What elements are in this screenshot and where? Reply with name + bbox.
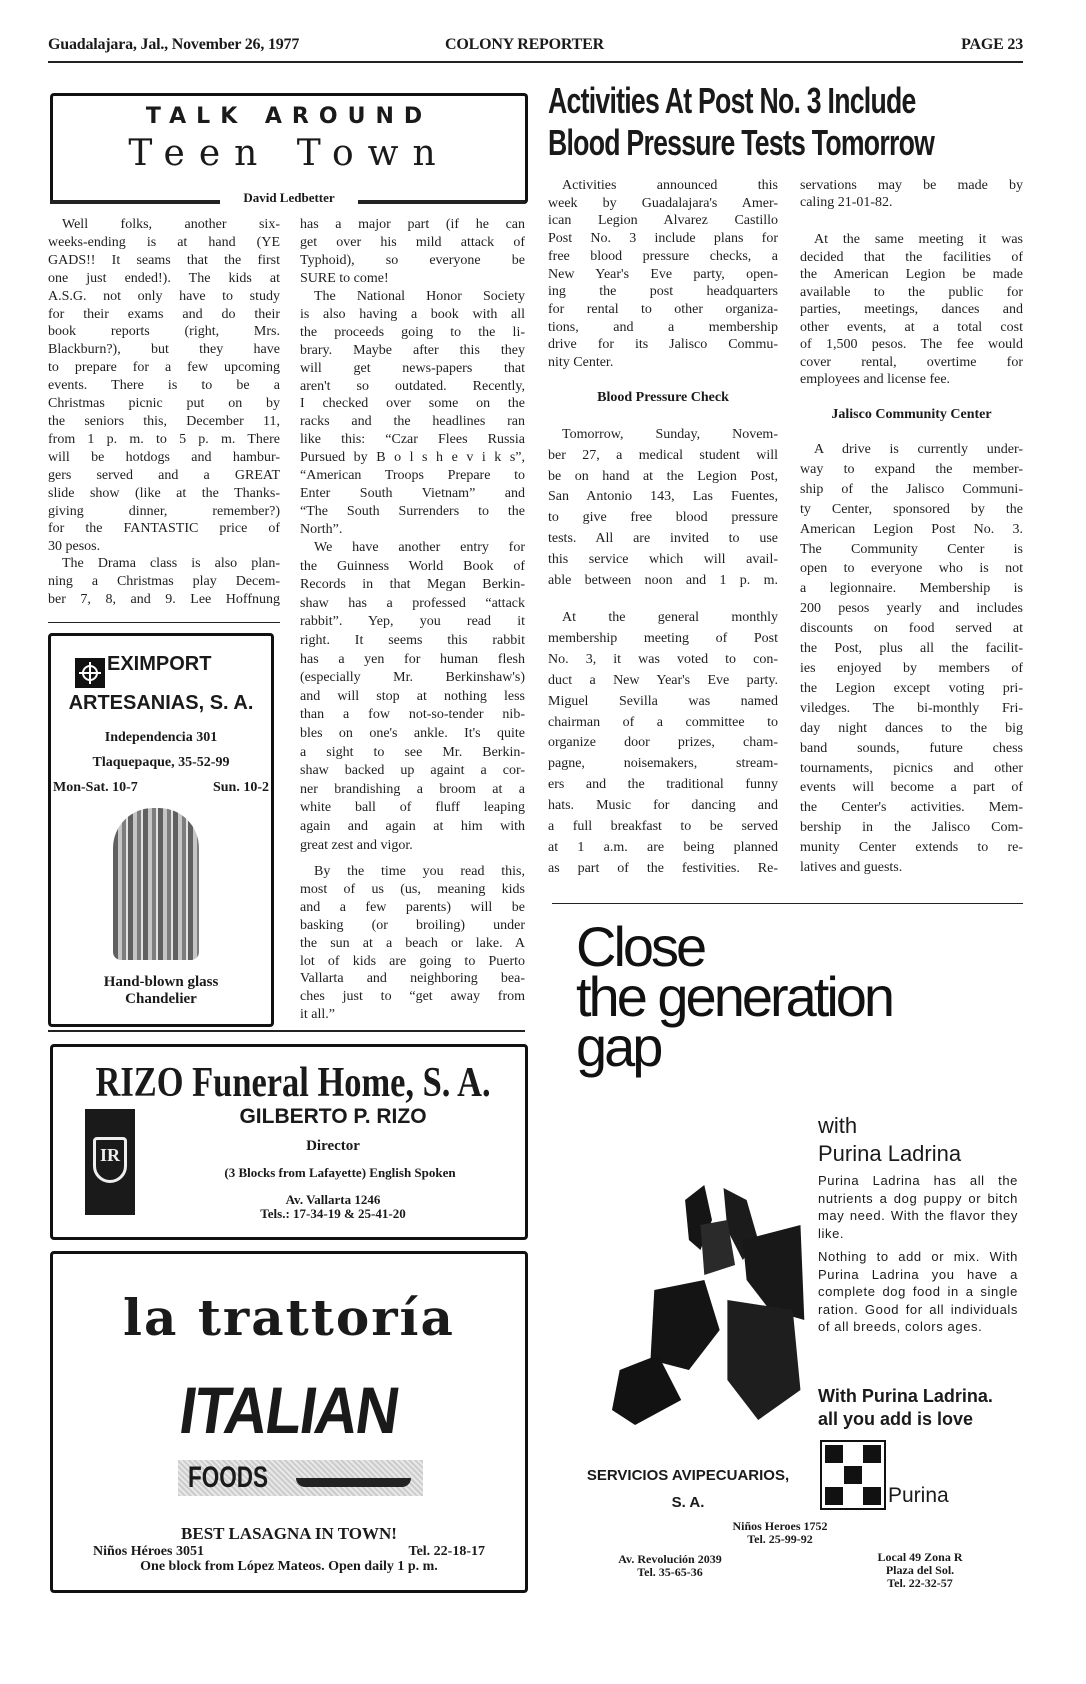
eximport-address: Independencia 301 — [104, 730, 218, 745]
text-line: The National Honor Society — [314, 289, 525, 304]
text-line: New Year's Eve party, open- — [548, 266, 778, 282]
text-line: “American Troops Prepare to — [300, 468, 525, 484]
text-line: great zest and vigor. — [300, 837, 413, 853]
text-line: San Antonio 143, Las Fuentes, — [548, 489, 778, 505]
text-line: ning a Christmas play Decem- — [48, 574, 280, 589]
text-line: ers and the traditional funny — [548, 777, 778, 793]
rizo-contact — [163, 1193, 503, 1221]
text-line: ican Legion Alvarez Castillo — [548, 213, 778, 229]
text-line: the Center's activities. Mem- — [800, 800, 1023, 816]
eximport-city-phone: Tlaquepaque, 35-52-99 — [92, 755, 230, 770]
eximport-hours — [53, 780, 269, 796]
column-title-bottom: Teen Town — [128, 133, 450, 174]
text-line: than a fow not-so-tender nib- — [300, 707, 525, 723]
text-line: 200 pesos yearly and includes — [800, 601, 1023, 617]
dateline: Guadalajara, Jal., November 26, 1977 — [48, 36, 300, 53]
text-line: cover rental, overtime for — [800, 354, 1023, 370]
masthead-rule — [48, 61, 1023, 63]
text-line: book reports (right, Mrs. — [48, 324, 280, 340]
article-headline-line2: Blood Pressure Tests Tomorrow — [548, 122, 935, 163]
text-line: will be hotdogs and hambur- — [48, 449, 280, 465]
text-line: 30 pesos. — [48, 539, 101, 555]
byline-rule-right — [358, 200, 525, 204]
text-line: We have another entry for — [314, 540, 525, 555]
text-line: shaw backed up againt a cor- — [300, 763, 525, 779]
text-line: right. It seems this rabbit — [300, 632, 525, 648]
text-line: tests. All are invited to use — [548, 530, 778, 546]
eximport-caption — [51, 974, 271, 1008]
text-line: get over his mild attack of — [300, 234, 525, 250]
text-line: as part of the festivities. Re- — [548, 860, 778, 876]
talk-col2-p1 — [300, 216, 525, 288]
rizo-address: Av. Vallarta 1246 — [285, 1192, 381, 1207]
text-line: At the same meeting it was — [814, 232, 1023, 247]
text-line: decided that the facilities of — [800, 249, 1023, 265]
text-line: (especially Mr. Berkinshaw's) — [300, 670, 525, 686]
text-line: gers served and a GREAT — [48, 467, 280, 483]
distributor — [560, 1462, 816, 1516]
text-line: the proceeds going to the li- — [300, 324, 525, 340]
legion-col3-p2 — [548, 425, 778, 591]
text-line: be on hand at the Legion Post, — [548, 468, 778, 484]
trattoria-note: One block from López Mateos. Open daily 1 p. m. — [140, 1559, 438, 1574]
text-line: again and again at him with — [300, 818, 525, 834]
branch-3 — [840, 1551, 1000, 1590]
distributor-line1: SERVICIOS AVIPECUARIOS, — [586, 1467, 790, 1484]
text-line: The Drama class is also plan- — [62, 556, 280, 571]
purina-product: Purina Ladrina — [818, 1141, 962, 1166]
legion-col3-p3 — [548, 608, 778, 880]
legion-col4-p3 — [800, 440, 1023, 878]
text-line: the seniors this, December 11, — [48, 413, 280, 429]
text-line: A.S.G. not only have to study — [48, 288, 280, 304]
text-line: I checked over some on the — [300, 396, 525, 412]
purina-checkerboard-logo — [820, 1440, 886, 1510]
text-line: the American Legion be made — [800, 267, 1023, 282]
subhead-blood-pressure: Blood Pressure Check — [597, 390, 729, 405]
text-line: this service which will avail- — [548, 551, 778, 567]
text-line: the Guinness World Book of — [300, 558, 525, 574]
talk-col2-p4 — [300, 863, 525, 1024]
text-line: At the general monthly — [562, 610, 778, 625]
text-line: events will become a part of — [800, 780, 1023, 796]
text-line: bles on one's ankle. It's quite — [300, 725, 525, 741]
headline-line1: Close — [576, 915, 705, 978]
branch1-phone: Tel. 25-99-92 — [747, 1532, 813, 1546]
text-line: rabbit”. Yep, you read it — [300, 614, 525, 630]
text-line: munity Center extends to re- — [800, 840, 1023, 856]
text-line: one just ended!). The kids at — [48, 270, 280, 286]
text-line: able between noon and 1 p. m. — [548, 572, 778, 588]
paper-name: COLONY REPORTER — [445, 36, 604, 53]
dog-photo — [612, 1180, 812, 1430]
text-line: chairman of a committee to — [548, 714, 778, 730]
text-line: By the time you read this, — [314, 864, 525, 879]
text-line: ches just to “get away from — [300, 989, 525, 1005]
branch1-address: Niños Heroes 1752 — [732, 1519, 828, 1533]
caption-line2: Chandelier — [125, 991, 197, 1007]
eximport-logo-icon — [75, 658, 105, 688]
text-line: The Community Center is — [800, 541, 1023, 557]
rizo-funeral-ad — [50, 1044, 528, 1240]
talk-col1-p1 — [48, 216, 280, 556]
text-line: to give free blood pressure — [548, 510, 778, 526]
rizo-phones: Tels.: 17-34-19 & 25-41-20 — [260, 1206, 406, 1221]
text-line: North”. — [300, 521, 343, 537]
text-line: drive for its Jalisco Commu- — [548, 337, 778, 353]
text-line: band sounds, future chess — [800, 740, 1023, 756]
text-line: will get news-papers that — [300, 360, 525, 376]
trattoria-address: Niños Héroes 3051 — [93, 1544, 204, 1559]
text-line: Pursued by B o l s h e v i k s”, — [300, 450, 525, 466]
branch3-address: Local 49 Zona R — [877, 1550, 963, 1564]
text-line: organize door prizes, cham- — [548, 735, 778, 751]
text-line: No. 3, it was voted to con- — [548, 651, 778, 667]
text-line: shaw has a professed “attack — [300, 595, 525, 611]
text-line: other events, at a total cost — [800, 319, 1023, 335]
text-line: the Legion except voting pri- — [800, 680, 1023, 696]
subhead-jalisco: Jalisco Community Center — [831, 407, 992, 422]
text-line: “The South Surrenders to the — [300, 503, 525, 519]
text-line: Records in that Megan Berkin- — [300, 577, 525, 593]
legion-col4-p1 — [800, 177, 1023, 211]
text-line: pagne, noisemakers, stream- — [548, 756, 778, 772]
text-line: nity Center. — [548, 355, 614, 371]
purina-with: with — [818, 1113, 858, 1138]
headline-line3: gap — [576, 1015, 661, 1078]
text-line: ber 7, 8, and 9. Lee Hoffnung — [48, 592, 280, 607]
legion-col4-p2 — [800, 231, 1023, 389]
trattoria-slogan: BEST LASAGNA IN TOWN! — [181, 1524, 397, 1543]
text-line: open to everyone who is not — [800, 561, 1023, 577]
purina-body — [818, 1172, 1018, 1336]
text-line: has a yen for human flesh — [300, 651, 525, 667]
text-line: to prepare for a few upcoming — [48, 360, 280, 376]
distributor-line2: S. A. — [671, 1494, 705, 1511]
text-line: lot of kids are going to Puerto — [300, 953, 525, 969]
text-line: Blackburn?), but they have — [48, 342, 280, 358]
text-line: ner brandishing a broom at a — [300, 781, 525, 797]
branch2-address: Av. Revolución 2039 — [618, 1552, 722, 1566]
text-line: Activities announced this — [562, 178, 778, 193]
text-line: for their exams and do their — [48, 306, 280, 322]
text-line: parties, meetings, dances and — [800, 302, 1023, 317]
text-line: week by Guadalajara's Amer- — [548, 195, 778, 211]
text-line: tions, and a membership — [548, 319, 778, 335]
text-line: GADS!! It seams that the first — [48, 252, 280, 268]
text-line: Tomorrow, Sunday, Novem- — [562, 427, 778, 442]
headline-line2: the generation — [576, 965, 893, 1028]
branch-2 — [590, 1553, 750, 1579]
text-line: ship of the Jalisco Communi- — [800, 481, 1023, 497]
text-line: duct a New Year's Eve party. — [548, 672, 778, 688]
text-line: weeks-ending is at hand (YE — [48, 234, 280, 250]
purina-with-product — [818, 1112, 961, 1168]
purina-headline — [576, 915, 893, 1078]
text-line: ber 27, a medical student will — [548, 447, 778, 463]
text-line: and will stop at nothing less — [300, 688, 525, 704]
text-line: for the FANTASTIC price of — [48, 521, 280, 537]
eximport-company: ARTESANIAS, S. A. — [68, 692, 254, 714]
column-divider — [48, 622, 280, 623]
purina-brand: Purina — [888, 1484, 949, 1507]
text-line: membership meeting of Post — [548, 630, 778, 646]
text-line: a full breakfast to be served — [548, 819, 778, 835]
rizo-title: RIZO Funeral Home, S. A. — [95, 1060, 491, 1106]
text-line: from 1 p. m. to 5 p. m. There — [48, 431, 280, 447]
rizo-logo-letters: IR — [99, 1145, 120, 1165]
foods-banner — [178, 1460, 423, 1496]
text-line: Christmas picnic put on by — [48, 396, 280, 412]
text-line: like this: “Czar Flees Russia — [300, 432, 525, 448]
branch3-phone: Tel. 22-32-57 — [887, 1576, 953, 1590]
text-line: servations may be made by — [800, 178, 1023, 193]
text-line: the Post, plus all the facilit- — [800, 641, 1023, 657]
text-line: way to expand the member- — [800, 461, 1023, 477]
section-rule — [48, 1030, 525, 1032]
text-line: tournaments, picnics and other — [800, 760, 1023, 776]
text-line: Vallarta and neighboring bea- — [300, 971, 525, 987]
text-line: racks and the headlines ran — [300, 414, 525, 430]
text-line: ty Center, sponsored by the — [800, 501, 1023, 517]
article-end-rule — [552, 903, 1023, 904]
text-line: SURE to come! — [300, 270, 389, 286]
hours-weekday: Mon-Sat. 10-7 — [53, 780, 138, 795]
text-line: ing the post headquarters — [548, 284, 778, 300]
article-headline-line1: Activities At Post No. 3 Include — [548, 80, 916, 121]
text-line: ies enjoyed by members of — [800, 660, 1023, 676]
trattoria-phone: Tel. 22-18-17 — [408, 1544, 485, 1559]
text-line: bership in the Jalisco Com- — [800, 820, 1023, 836]
text-line: a legionnaire. Membership is — [800, 581, 1023, 597]
trattoria-address-row — [93, 1544, 485, 1560]
byline-rule-left — [50, 200, 220, 204]
hours-sunday: Sun. 10-2 — [212, 780, 269, 795]
text-line: viledges. The bi-monthly Fri- — [800, 700, 1023, 716]
purina-tagline — [818, 1385, 993, 1431]
text-line: of 1,500 pesos. The fee would — [800, 337, 1023, 352]
column-title-top: TALK AROUND — [145, 104, 433, 129]
branch2-phone: Tel. 35-65-36 — [637, 1565, 703, 1579]
text-line: day night dances to the big — [800, 720, 1023, 736]
text-line: it all.” — [300, 1007, 335, 1023]
text-line: most of us (us, meaning kids — [300, 881, 525, 897]
text-line: and a few parents) will be — [300, 899, 525, 915]
text-line: white ball of fluff leaping — [300, 800, 525, 816]
text-line: brary. Maybe after this they — [300, 342, 525, 358]
rizo-directions: (3 Blocks from Lafayette) English Spoken — [224, 1165, 456, 1180]
text-line: Well folks, another six- — [62, 217, 280, 232]
talk-col2-p2 — [300, 288, 525, 539]
text-line: caling 21-01-82. — [800, 195, 893, 210]
text-line: for rental to other organiza- — [548, 301, 778, 317]
caption-line1: Hand-blown glass — [103, 974, 219, 990]
trattoria-ad — [50, 1251, 528, 1593]
tagline-1: With Purina Ladrina. — [818, 1386, 993, 1406]
gondola-icon — [296, 1478, 411, 1487]
text-line: free blood pressure checks, a — [548, 248, 778, 264]
text-line: discounts on food served at — [800, 621, 1023, 637]
text-line: at 1 a.m. are being planned — [548, 839, 778, 855]
text-line: Miguel Sevilla was named — [548, 693, 778, 709]
text-line: a sight to see Mr. Berkin- — [300, 744, 525, 760]
text-line: employees and license fee. — [800, 372, 951, 387]
text-line: American Legion Post No. 3. — [800, 521, 1023, 537]
tagline-2: all you add is love — [818, 1409, 974, 1429]
byline: David Ledbetter — [243, 190, 335, 205]
text-line: the sun at a beach or lake. A — [300, 935, 525, 951]
eximport-ad — [48, 633, 274, 1027]
text-line: is also having a book with all — [300, 306, 525, 322]
talk-col1-p2 — [48, 555, 280, 609]
text-line: available to the public for — [800, 284, 1023, 300]
trattoria-name: la trattoría — [123, 1288, 455, 1347]
rizo-name: GILBERTO P. RIZO — [239, 1105, 427, 1128]
trattoria-foods: FOODS — [188, 1461, 269, 1494]
text-line: hats. Music for dancing and — [548, 798, 778, 814]
talk-col2-p3 — [300, 539, 525, 855]
text-line: slide show (like at the Thanks- — [48, 485, 280, 501]
legion-col3-p1 — [548, 177, 778, 372]
text-line: basking (or broiling) under — [300, 917, 525, 933]
text-line: latives and guests. — [800, 860, 903, 876]
rizo-logo-icon — [85, 1109, 135, 1215]
branch3-place: Plaza del Sol. — [885, 1563, 955, 1577]
text-line: Enter South Vietnam” and — [300, 485, 525, 501]
trattoria-cuisine: ITALIAN — [175, 1373, 403, 1447]
text-line: Typhoid), so everyone be — [300, 252, 525, 268]
text-line: Post No. 3 include plans for — [548, 231, 778, 247]
text-line: giving dinner, remember?) — [48, 503, 280, 519]
text-line: has a major part (if he can — [300, 217, 525, 232]
eximport-brand: EXIMPORT — [107, 653, 212, 675]
text-line: A drive is currently under- — [814, 442, 1023, 457]
branch-1 — [700, 1520, 860, 1546]
text-line: events. There is to be a — [48, 378, 280, 394]
rizo-role: Director — [306, 1138, 360, 1154]
text-line: aren't so outdated. Recently, — [300, 378, 525, 394]
page-number: PAGE 23 — [961, 36, 1023, 53]
purina-body-2: Nothing to add or mix. With Purina Ladrina you have a complete dog food in a single ration. Good for all individuals of all breeds, colors ages. — [818, 1249, 1018, 1334]
chandelier-image — [113, 808, 199, 960]
purina-body-1: Purina Ladrina has all the nutrients a dog puppy or bitch may need. With the flavor they like. — [818, 1173, 1018, 1241]
